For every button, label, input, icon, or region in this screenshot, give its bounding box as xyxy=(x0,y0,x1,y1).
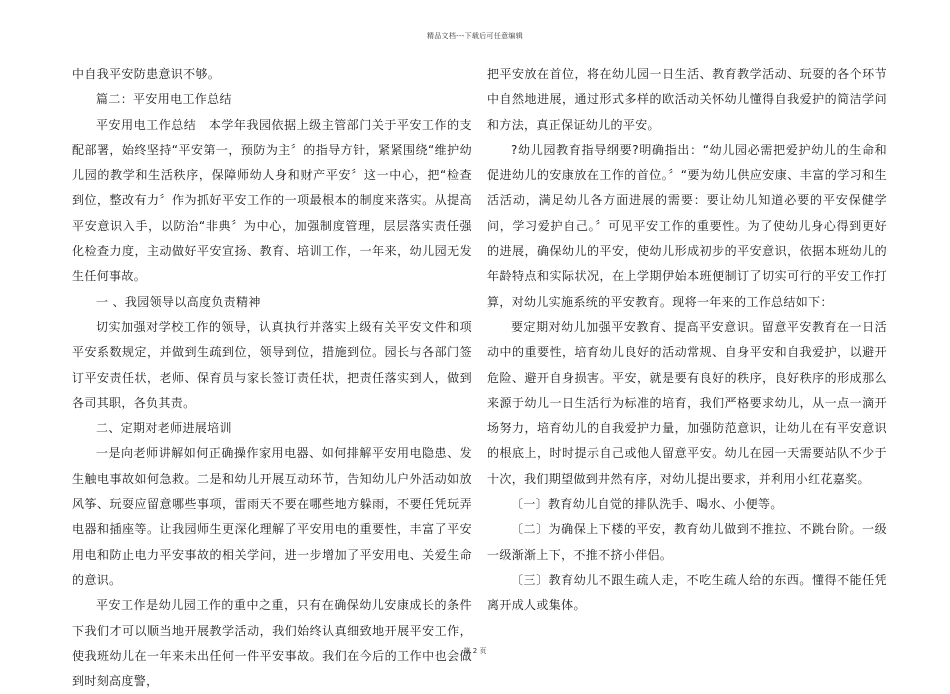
paragraph: 一是向老师讲解如何正确操作家用电器、如何排解平安用电隐患、发生触电事故如何急救。二是和幼儿开展互动环节，告知幼儿户外活动如放风筝、玩耍应留意哪些事项，雷雨天不要在哪些地方躲雨，不要任凭玩弄电器和插座等。让我园师生更深化理解了平安用电的重要性，丰富了平安用电和防止电力平安事故的相关学问，进一步增加了平安用电、关爱生命的意识。 xyxy=(72,446,472,587)
left-column xyxy=(72,62,472,694)
paragraph: ?幼儿园教育指导纲要?明确指出：“幼儿园必需把爱护幼儿的生命和促进幼儿的安康放在工作的首位。〞“要为幼儿供应安康、丰富的学习和生活活动，满足幼儿各方面进展的需要：要让幼儿知道必要的平安保健学问，学习爱护自己。〞可见平安工作的重要性。为了使幼儿身心得到更好的进展，确保幼儿的平安，使幼儿形成初步的平安意识，依据本班幼儿的年龄特点和实际状况，在上学期伊始本班便制订了切实可行的平安工作打算，对幼儿实施系统的平安教育。现将一年来的工作总结如下： xyxy=(487,142,887,309)
list-item: 〔一〕教育幼儿自觉的排队洗手、喝水、小便等。 xyxy=(511,497,783,512)
section-heading: 二、定期对老师进展培训 xyxy=(96,421,232,436)
paragraph: 要定期对幼儿加强平安教育、提高平安意识。留意平安教育在一日活动中的重要性，培育幼儿良好的活动常规、自身平安和自我爱护，以避开危险、避开自身损害。平安，就是要有良好的秩序，良好秩序的形成那么来源于幼儿一日生活行为标准的培育，我们严格要求幼儿，从一点一滴开场努力，培育幼儿的自我爱护力量，加强防范意识，让幼儿在有平安意识的根底上，时时提示自己或他人留意平安。幼儿在园一天需要站队不少于十次，我们期望做到井然有序，对幼儿提出要求，并利用小红花嘉奖。 xyxy=(487,319,887,486)
paragraph: 把平安放在首位，将在幼儿园一日生活、教育教学活动、玩耍的各个环节中自然地进展，通过形式多样的欧活动关怀幼儿懂得自我爱护的简洁学问和方法，真正保证幼儿的平安。 xyxy=(487,67,887,132)
section-title: 篇二：平安用电工作总结 xyxy=(96,92,232,107)
paragraph: 平安用电工作总结 本学年我园依据上级主管部门关于平安工作的支配部署，始终坚持“平安第一，预防为主〞的指导方针，紧紧围绕“维护幼儿园的教学和生活秩序，保障师幼人身和财产平安〞这一中心，把“检查到位，整改有力〞作为抓好平安工作的一项最根本的制度来落实。从提高平安意识入手，以防治“非典〞为中心，加强制度管理，层层落实责任强化检查力度，主动做好平安宣扬、教育、培训工作，一年来，幼儿园无发生任何事故。 xyxy=(72,117,472,284)
page-header: 精品文档---下载后可任意编辑 xyxy=(426,32,524,40)
page-number: 第 2 页 xyxy=(463,647,487,655)
paragraph: 平安工作是幼儿园工作的重中之重，只有在确保幼儿安康成长的条件下我们才可以顺当地开展教学活动，我们始终认真细致地开展平安工作，使我班幼儿在一年来未出任何一件平安事故。我们在今后的工作中也会做到时刻高度警， xyxy=(72,598,472,689)
paragraph: 中自我平安防患意识不够。 xyxy=(72,67,221,81)
section-heading: 一 、我园领导以高度负责精神 xyxy=(96,294,261,309)
list-item: 〔二〕为确保上下楼的平安，教育幼儿做到不推拉、不跳台阶。一级一级渐渐上下，不推不挤小伴侣。 xyxy=(487,522,887,562)
list-item: 〔三〕教育幼儿不跟生疏人走，不吃生疏人给的东西。懂得不能任凭离开成人或集体。 xyxy=(487,572,887,613)
right-column xyxy=(487,62,887,619)
paragraph: 切实加强对学校工作的领导，认真执行并落实上级有关平安文件和项平安系数规定，并做到生疏到位，领导到位，措施到位。园长与各部门签订平安责任状，老师、保育员与家长签订责任状，把责任落实到人，做到各司其职，各负其责。 xyxy=(72,319,472,410)
